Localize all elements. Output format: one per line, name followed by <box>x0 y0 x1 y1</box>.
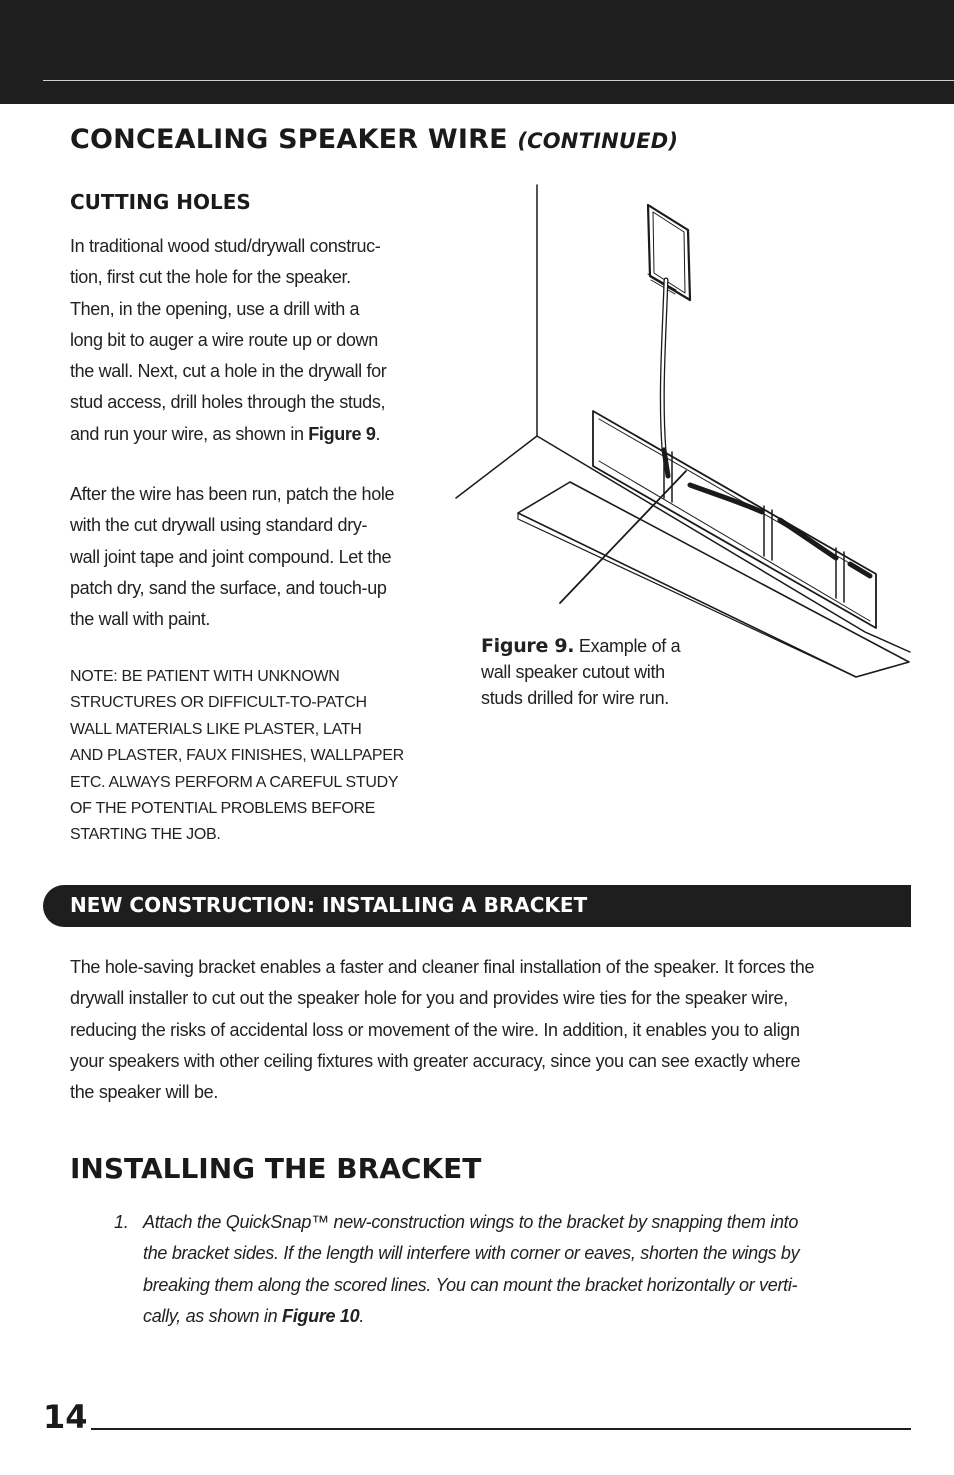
figure-9-reference: Figure 9 <box>308 423 376 444</box>
note-line: NOTE: BE PATIENT WITH UNKNOWN <box>70 668 340 685</box>
text-line: wall joint tape and joint compound. Let the <box>70 546 392 567</box>
figure-9-caption <box>481 633 721 711</box>
caption-line: Example of a <box>574 636 681 656</box>
text-line: patch dry, sand the surface, and touch-up <box>70 577 387 598</box>
text-line: with the cut drywall using standard dry- <box>70 515 368 536</box>
page-title-suffix: (CONTINUED) <box>517 129 679 153</box>
text-line: After the wire has been run, patch the hole <box>70 484 395 504</box>
text-line: drywall installer to cut out the speaker hole for you and provides wire ties for the speaker wire, <box>70 988 788 1009</box>
header-rule <box>43 80 954 81</box>
step-line: Attach the QuickSnap™ new-construction wings to the bracket by snapping them into <box>143 1212 799 1232</box>
text-line: the wall with paint. <box>70 609 211 630</box>
bracket-intro-paragraph <box>70 952 910 1108</box>
caption-line: studs drilled for wire run. <box>481 688 669 708</box>
note-line: AND PLASTER, FAUX FINISHES, WALLPAPER <box>70 747 404 765</box>
caution-note <box>70 664 440 849</box>
note-line: STARTING THE JOB. <box>70 826 221 844</box>
text-line: Then, in the opening, use a drill with a <box>70 298 360 319</box>
cutting-holes-paragraph-1 <box>70 231 440 450</box>
text-line: In traditional wood stud/drywall construc- <box>70 236 381 256</box>
step-line-end: . <box>359 1305 365 1326</box>
text-line: The hole-saving bracket enables a faster and cleaner final installation of the speaker. It forces the <box>70 957 815 977</box>
text-line: tion, first cut the hole for the speaker. <box>70 267 351 288</box>
wall-floor-line <box>537 436 910 652</box>
note-line: STRUCTURES OR DIFFICULT-TO-PATCH <box>70 694 367 712</box>
installing-bracket-heading: INSTALLING THE BRACKET <box>70 1152 482 1185</box>
text-line: the wall. Next, cut a hole in the drywall for <box>70 361 387 382</box>
text-line: your speakers with other ceiling fixtures with greater accuracy, since you can see exactly where <box>70 1050 801 1071</box>
step-body <box>143 1207 914 1332</box>
step-number: 1. <box>114 1212 129 1232</box>
header-bar <box>0 0 954 104</box>
footer-rule <box>91 1428 911 1430</box>
step-line-start: cally, as shown in <box>143 1305 283 1326</box>
figure-9-label: Figure 9. <box>481 635 575 657</box>
note-line: ETC. ALWAYS PERFORM A CAREFUL STUDY <box>70 773 399 791</box>
caption-line: wall speaker cutout with <box>481 662 665 682</box>
cutting-holes-paragraph-2 <box>70 479 440 635</box>
note-line: WALL MATERIALS LIKE PLASTER, LATH <box>70 720 362 738</box>
figure-leader-line <box>560 471 686 603</box>
text-line: stud access, drill holes through the studs, <box>70 392 386 413</box>
step-line: the bracket sides. If the length will interfere with corner or eaves, shorten the wings by <box>143 1243 800 1264</box>
drywall-access-opening <box>593 411 876 628</box>
text-line <box>70 419 440 450</box>
wall-corner-lines <box>456 185 537 498</box>
section-banner-title: NEW CONSTRUCTION: INSTALLING A BRACKET <box>70 893 588 917</box>
page-title <box>70 124 678 155</box>
step-line <box>143 1301 914 1332</box>
step-1 <box>114 1207 914 1332</box>
figure-9-wall-illustration <box>450 180 954 680</box>
text-line: long bit to auger a wire route up or down <box>70 329 378 350</box>
page-number: 14 <box>43 1398 88 1436</box>
text-line: the speaker will be. <box>70 1082 219 1103</box>
figure-10-reference: Figure 10 <box>282 1305 360 1326</box>
step-line: breaking them along the scored lines. You can mount the bracket horizontally or verti- <box>143 1274 798 1295</box>
text-line: reducing the risks of accidental loss or movement of the wire. In addition, it enables you to align <box>70 1019 800 1040</box>
text-line-start: and run your wire, as shown in <box>70 423 309 444</box>
text-line-end: . <box>375 423 381 444</box>
note-line: OF THE POTENTIAL PROBLEMS BEFORE <box>70 800 376 818</box>
cutting-holes-heading: CUTTING HOLES <box>70 190 251 214</box>
page-title-text: CONCEALING SPEAKER WIRE <box>70 124 508 155</box>
